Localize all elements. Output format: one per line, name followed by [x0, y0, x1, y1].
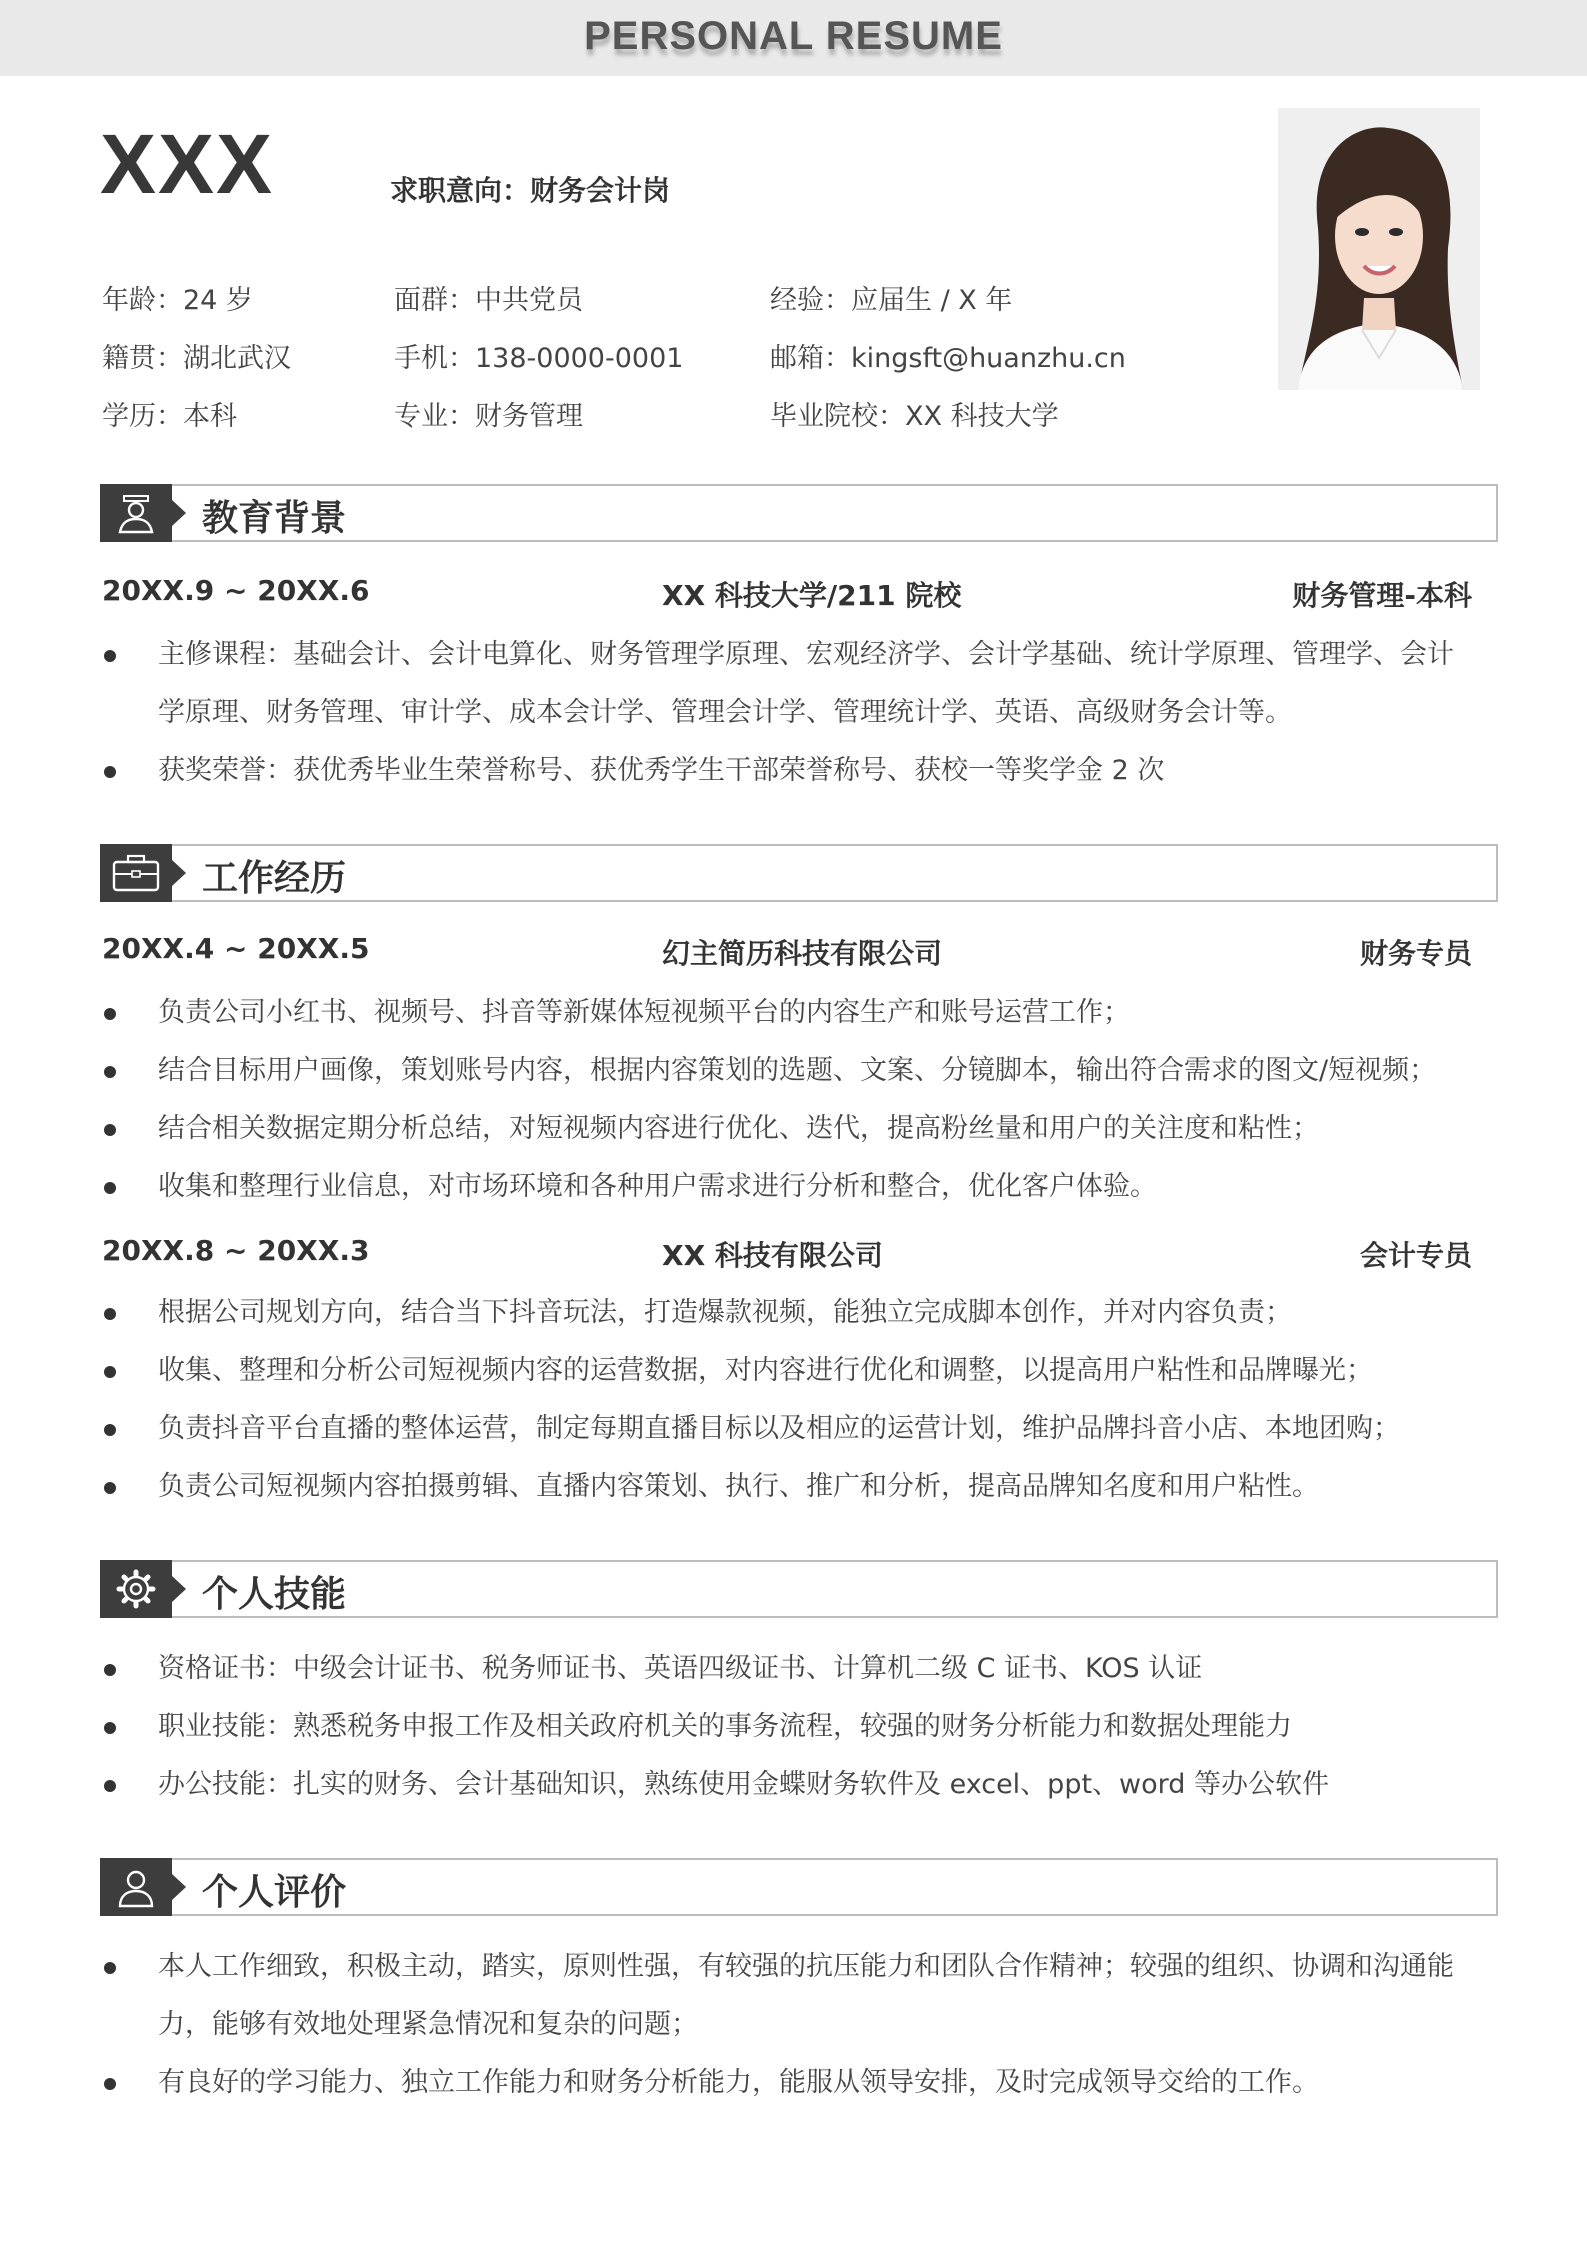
- section-title-evaluation: 个人评价: [202, 1872, 347, 1913]
- section-arrow: [172, 1874, 186, 1900]
- section-arrow: [172, 860, 186, 886]
- job-row: [102, 1234, 1472, 1274]
- job-bullets: [102, 1284, 1472, 1516]
- info-phone: 手机：138-0000-0001: [394, 343, 684, 374]
- list-item: 负责公司短视频内容拍摄剪辑、直播内容策划、执行、推广和分析，提高品牌知名度和用户粘性。: [102, 1458, 1472, 1516]
- education-degree: 财务管理-本科: [1292, 579, 1472, 612]
- graduate-icon: [100, 484, 172, 542]
- user-icon: [100, 1858, 172, 1916]
- list-item: 收集、整理和分析公司短视频内容的运营数据，对内容进行优化和调整，以提高用户粘性和品牌曝光；: [102, 1342, 1472, 1400]
- list-item: 资格证书：中级会计证书、税务师证书、英语四级证书、计算机二级 C 证书、KOS 认证: [102, 1640, 1472, 1698]
- job-company: 幻主简历科技有限公司: [662, 937, 943, 970]
- profile-photo: [1278, 108, 1480, 390]
- list-item: 结合目标用户画像，策划账号内容，根据内容策划的选题、文案、分镜脚本，输出符合需求的图文/短视频；: [102, 1042, 1472, 1100]
- job-row: [102, 932, 1472, 972]
- info-experience: 经验：应届生 / X 年: [770, 285, 1013, 316]
- info-degree: 学历：本科: [102, 401, 237, 432]
- info-email: 邮箱：kingsft@huanzhu.cn: [770, 343, 1126, 374]
- info-hometown: 籍贯：湖北武汉: [102, 343, 291, 374]
- header-banner: [0, 0, 1587, 76]
- section-header-work: [100, 844, 1496, 902]
- briefcase-icon: [100, 844, 172, 902]
- education-period: 20XX.9 ~ 20XX.6: [102, 574, 370, 607]
- section-frame: [170, 1858, 1498, 1916]
- info-age: 年龄：24 岁: [102, 285, 253, 316]
- education-bullets: [102, 626, 1472, 800]
- info-school: 毕业院校：XX 科技大学: [770, 401, 1059, 432]
- section-frame: [170, 1560, 1498, 1618]
- list-item: 获奖荣誉：获优秀毕业生荣誉称号、获优秀学生干部荣誉称号、获校一等奖学金 2 次: [102, 742, 1472, 800]
- job-objective: 求职意向：财务会计岗: [390, 174, 671, 207]
- section-title-skills: 个人技能: [202, 1574, 347, 1615]
- job-period: 20XX.8 ~ 20XX.3: [102, 1234, 370, 1267]
- banner-title: PERSONAL RESUME: [584, 14, 1003, 58]
- job-position: 财务专员: [1359, 937, 1472, 970]
- section-frame: [170, 484, 1498, 542]
- section-arrow: [172, 500, 186, 526]
- list-item: 办公技能：扎实的财务、会计基础知识，熟练使用金蝶财务软件及 excel、ppt、word 等办公软件: [102, 1756, 1472, 1814]
- section-arrow: [172, 1576, 186, 1602]
- section-frame: [170, 844, 1498, 902]
- education-row: [102, 574, 1472, 614]
- job-period: 20XX.4 ~ 20XX.5: [102, 932, 370, 965]
- section-header-education: [100, 484, 1496, 542]
- list-item: 收集和整理行业信息，对市场环境和各种用户需求进行分析和整合，优化客户体验。: [102, 1158, 1472, 1216]
- list-item: 职业技能：熟悉税务申报工作及相关政府机关的事务流程，较强的财务分析能力和数据处理能力: [102, 1698, 1472, 1756]
- evaluation-bullets: [102, 1938, 1472, 2112]
- info-major: 专业：财务管理: [394, 401, 583, 432]
- section-title-work: 工作经历: [202, 858, 347, 899]
- list-item: 负责公司小红书、视频号、抖音等新媒体短视频平台的内容生产和账号运营工作；: [102, 984, 1472, 1042]
- job-company: XX 科技有限公司: [662, 1239, 883, 1272]
- section-title-education: 教育背景: [202, 498, 347, 539]
- section-header-skills: [100, 1560, 1496, 1618]
- candidate-name: XXX: [100, 117, 275, 211]
- job-position: 会计专员: [1359, 1239, 1472, 1272]
- education-school: XX 科技大学/211 院校: [662, 579, 962, 612]
- list-item: 根据公司规划方向，结合当下抖音玩法，打造爆款视频，能独立完成脚本创作，并对内容负责；: [102, 1284, 1472, 1342]
- gear-icon: [100, 1560, 172, 1618]
- list-item: 负责抖音平台直播的整体运营，制定每期直播目标以及相应的运营计划，维护品牌抖音小店、本地团购；: [102, 1400, 1472, 1458]
- list-item: 主修课程：基础会计、会计电算化、财务管理学原理、宏观经济学、会计学基础、统计学原理、管理学、会计学原理、财务管理、审计学、成本会计学、管理会计学、管理统计学、英语、高级财务会计等。: [102, 626, 1472, 742]
- skills-bullets: [102, 1640, 1472, 1814]
- list-item: 结合相关数据定期分析总结，对短视频内容进行优化、迭代，提高粉丝量和用户的关注度和粘性；: [102, 1100, 1472, 1158]
- list-item: 本人工作细致，积极主动，踏实，原则性强，有较强的抗压能力和团队合作精神；较强的组织、协调和沟通能力，能够有效地处理紧急情况和复杂的问题；: [102, 1938, 1472, 2054]
- info-politics: 面群：中共党员: [394, 285, 583, 316]
- section-header-evaluation: [100, 1858, 1496, 1916]
- list-item: 有良好的学习能力、独立工作能力和财务分析能力，能服从领导安排，及时完成领导交给的工作。: [102, 2054, 1472, 2112]
- job-bullets: [102, 984, 1472, 1216]
- portrait-illustration: [1278, 108, 1480, 390]
